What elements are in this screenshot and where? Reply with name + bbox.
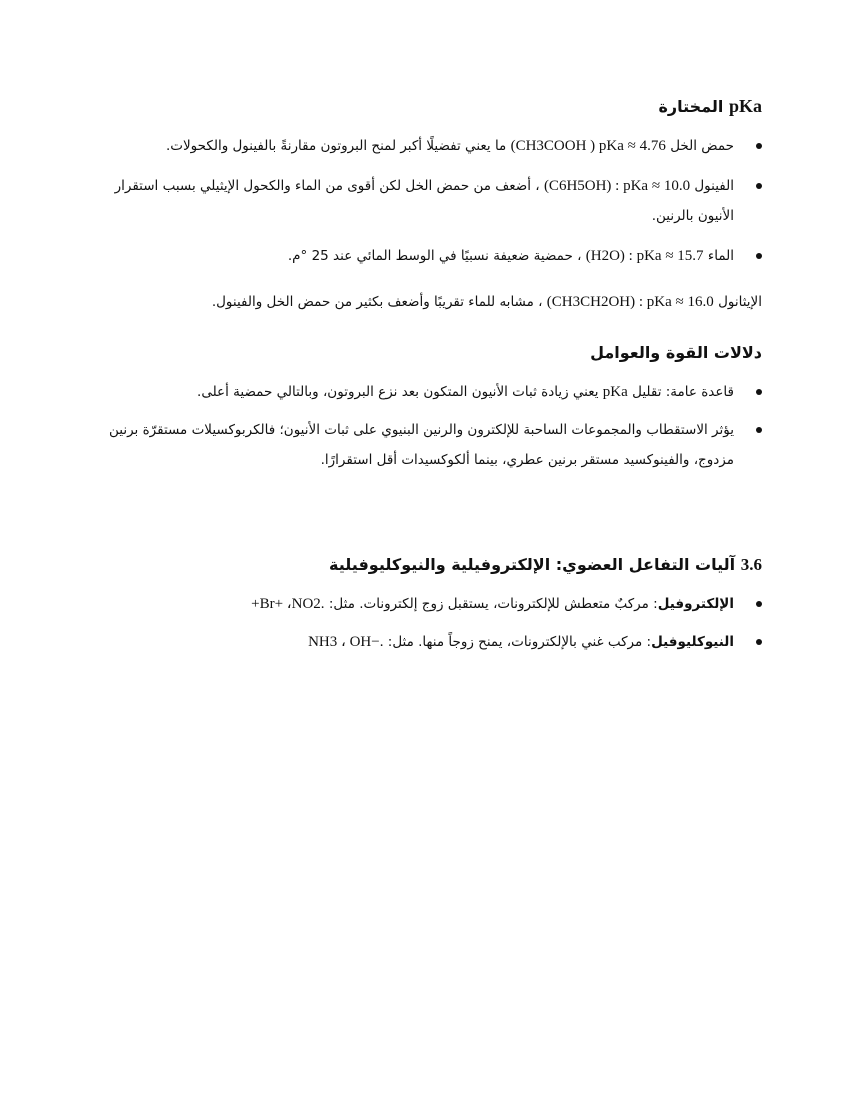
bullet-icon xyxy=(756,601,762,607)
item-examples: NH3 ، OH−. xyxy=(308,634,384,650)
bullet-icon xyxy=(756,427,762,433)
item-formula: pKa xyxy=(602,384,628,400)
list-item xyxy=(92,377,762,407)
pka-list xyxy=(92,131,762,271)
section-number: 3.6 xyxy=(740,555,762,574)
term-nucleophile: النيوكليوفيل xyxy=(651,634,734,650)
list-item xyxy=(92,241,762,271)
item-text: : مركبٌ متعطش للإلكترونات، يستقبل زوج إلكترونات. مثل: xyxy=(328,596,658,612)
bullet-icon xyxy=(756,253,762,259)
item-formula: (H2O) : pKa ≈ 15.7 xyxy=(585,248,704,264)
ethanol-label: الإيثانول xyxy=(718,294,762,310)
item-label: الماء xyxy=(707,248,734,264)
section-title-strength: دلالات القوة والعوامل xyxy=(590,343,762,362)
item-examples: +Br+ ،NO2. xyxy=(251,596,325,612)
title-latin: pKa xyxy=(728,96,762,116)
item-text: ما يعني تفضيلًا أكبر لمنح البروتون مقارنةً بالفينول والكحولات. xyxy=(165,138,507,154)
list-item xyxy=(92,415,762,475)
item-label: الفينول xyxy=(694,178,734,194)
item-text: : مركب غني بالإلكترونات، يمنح زوجاً منها. مثل: xyxy=(387,634,652,650)
bullet-icon xyxy=(756,143,762,149)
item-prefix: قاعدة عامة: تقليل xyxy=(632,384,734,400)
ethanol-formula: (CH3CH2OH) : pKa ≈ 16.0 xyxy=(546,294,714,310)
list-item xyxy=(92,627,762,657)
item-formula: (C6H5OH) : pKa ≈ 10.0 xyxy=(543,178,691,194)
document-page xyxy=(92,88,762,657)
section-title-mechanisms xyxy=(92,553,762,577)
list-item xyxy=(92,171,762,231)
title-arabic: المختارة xyxy=(658,97,729,116)
bullet-icon xyxy=(756,183,762,189)
item-text: يؤثر الاستقطاب والمجموعات الساحبة للإلكترون والرنين البنيوي على ثبات الأنيون؛ فالكربوكسيلات مستقرّة برنين مزدوج، والفينوكسيد مستقر برنين عطري، بينما ألكوكسيدات أقل استقرارًا. xyxy=(108,422,734,468)
section-title-text: آليات التفاعل العضوي: الإلكتروفيلية والنيوكليوفيلية xyxy=(329,555,736,574)
item-label: حمض الخل xyxy=(670,138,734,154)
section-title-pka xyxy=(92,94,762,119)
item-formula: (CH3COOH ) pKa ≈ 4.76 xyxy=(510,138,666,154)
ethanol-text: ، مشابه للماء تقريبًا وأضعف بكثير من حمض الخل والفينول. xyxy=(211,294,543,310)
bullet-icon xyxy=(756,389,762,395)
bullet-icon xyxy=(756,639,762,645)
term-electrophile: الإلكتروفيل xyxy=(657,596,734,612)
item-text: يعني زيادة ثبات الأنيون المتكون بعد نزع البروتون، وبالتالي حمضية أعلى. xyxy=(197,384,599,400)
list-item xyxy=(92,589,762,619)
list-item xyxy=(92,131,762,161)
ethanol-paragraph xyxy=(92,287,762,317)
item-text: ، حمضية ضعيفة نسبيًا في الوسط المائي عند 25 °م. xyxy=(287,248,582,264)
strength-list xyxy=(92,377,762,475)
item-text: ، أضعف من حمض الخل لكن أقوى من الماء والكحول الإيثيلي بسبب استقرار الأنيون بالرنين. xyxy=(114,178,734,224)
mechanisms-list xyxy=(92,589,762,657)
